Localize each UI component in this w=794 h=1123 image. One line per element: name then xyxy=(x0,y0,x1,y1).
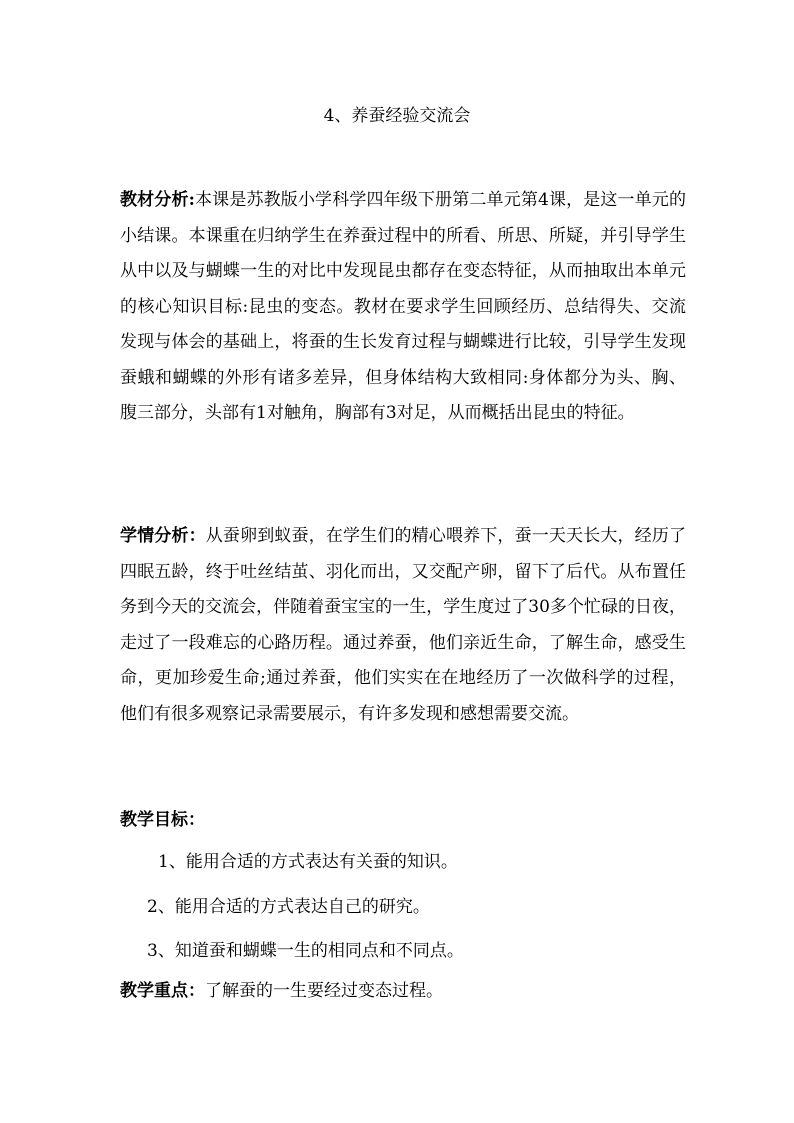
student-analysis-label: 学情分析： xyxy=(120,526,206,546)
material-analysis-text: 本课是苏教版小学科学四年级下册第二单元第4课，是这一单元的小结课。本课重在归纳学生在养蚕过程中的所看、所思、所疑，并引导学生从中以及与蝴蝶一生的对比中发现昆虫都存在变态特征，从而抽取出本单元的核心知识目标:昆虫的变态。教材在要求学生回顾经历、总结得失、交流发现与体会的基础上，将蚕的生长发育过程与蝴蝶进行比较，引导学生发现蚕蛾和蝴蝶的外形有诸多差异，但身体结构大致相同:身体都分为头、胸、腹三部分，头部有1对触角，胸部有3对足，从而概括出昆虫的特征。 xyxy=(120,190,686,423)
material-analysis-paragraph xyxy=(120,183,686,432)
teaching-focus-paragraph xyxy=(120,974,686,1010)
goal-item-3: 3、知道蚕和蝴蝶一生的相同点和不同点。 xyxy=(147,941,464,961)
teaching-goals-heading xyxy=(120,803,686,839)
teaching-focus-text: 了解蚕的一生要经过变态过程。 xyxy=(205,981,443,1001)
student-analysis-paragraph xyxy=(120,519,686,732)
teaching-focus-label: 教学重点： xyxy=(120,981,205,1001)
page-title: 4、养蚕经验交流会 xyxy=(323,106,471,126)
student-analysis-text: 从蚕卵到蚁蚕，在学生们的精心喂养下，蚕一天天长大，经历了四眠五龄，终于吐丝结茧、羽化而出，又交配产卵，留下了后代。从布置任务到今天的交流会，伴随着蚕宝宝的一生，学生度过了30多个忙碌的日夜，走过了一段难忘的心路历程。通过养蚕，他们亲近生命，了解生命，感受生命，更加珍爱生命;通过养蚕，他们实实在在地经历了一次做科学的过程，他们有很多观察记录需要展示，有许多发现和感想需要交流。 xyxy=(120,526,686,724)
material-analysis-label: 教材分析: xyxy=(120,190,195,210)
teaching-goals-label: 教学目标： xyxy=(120,810,205,830)
goal-item-2: 2、能用合适的方式表达自己的研究。 xyxy=(147,897,430,917)
goal-item-1: 1、能用合适的方式表达有关蚕的知识。 xyxy=(158,852,458,872)
